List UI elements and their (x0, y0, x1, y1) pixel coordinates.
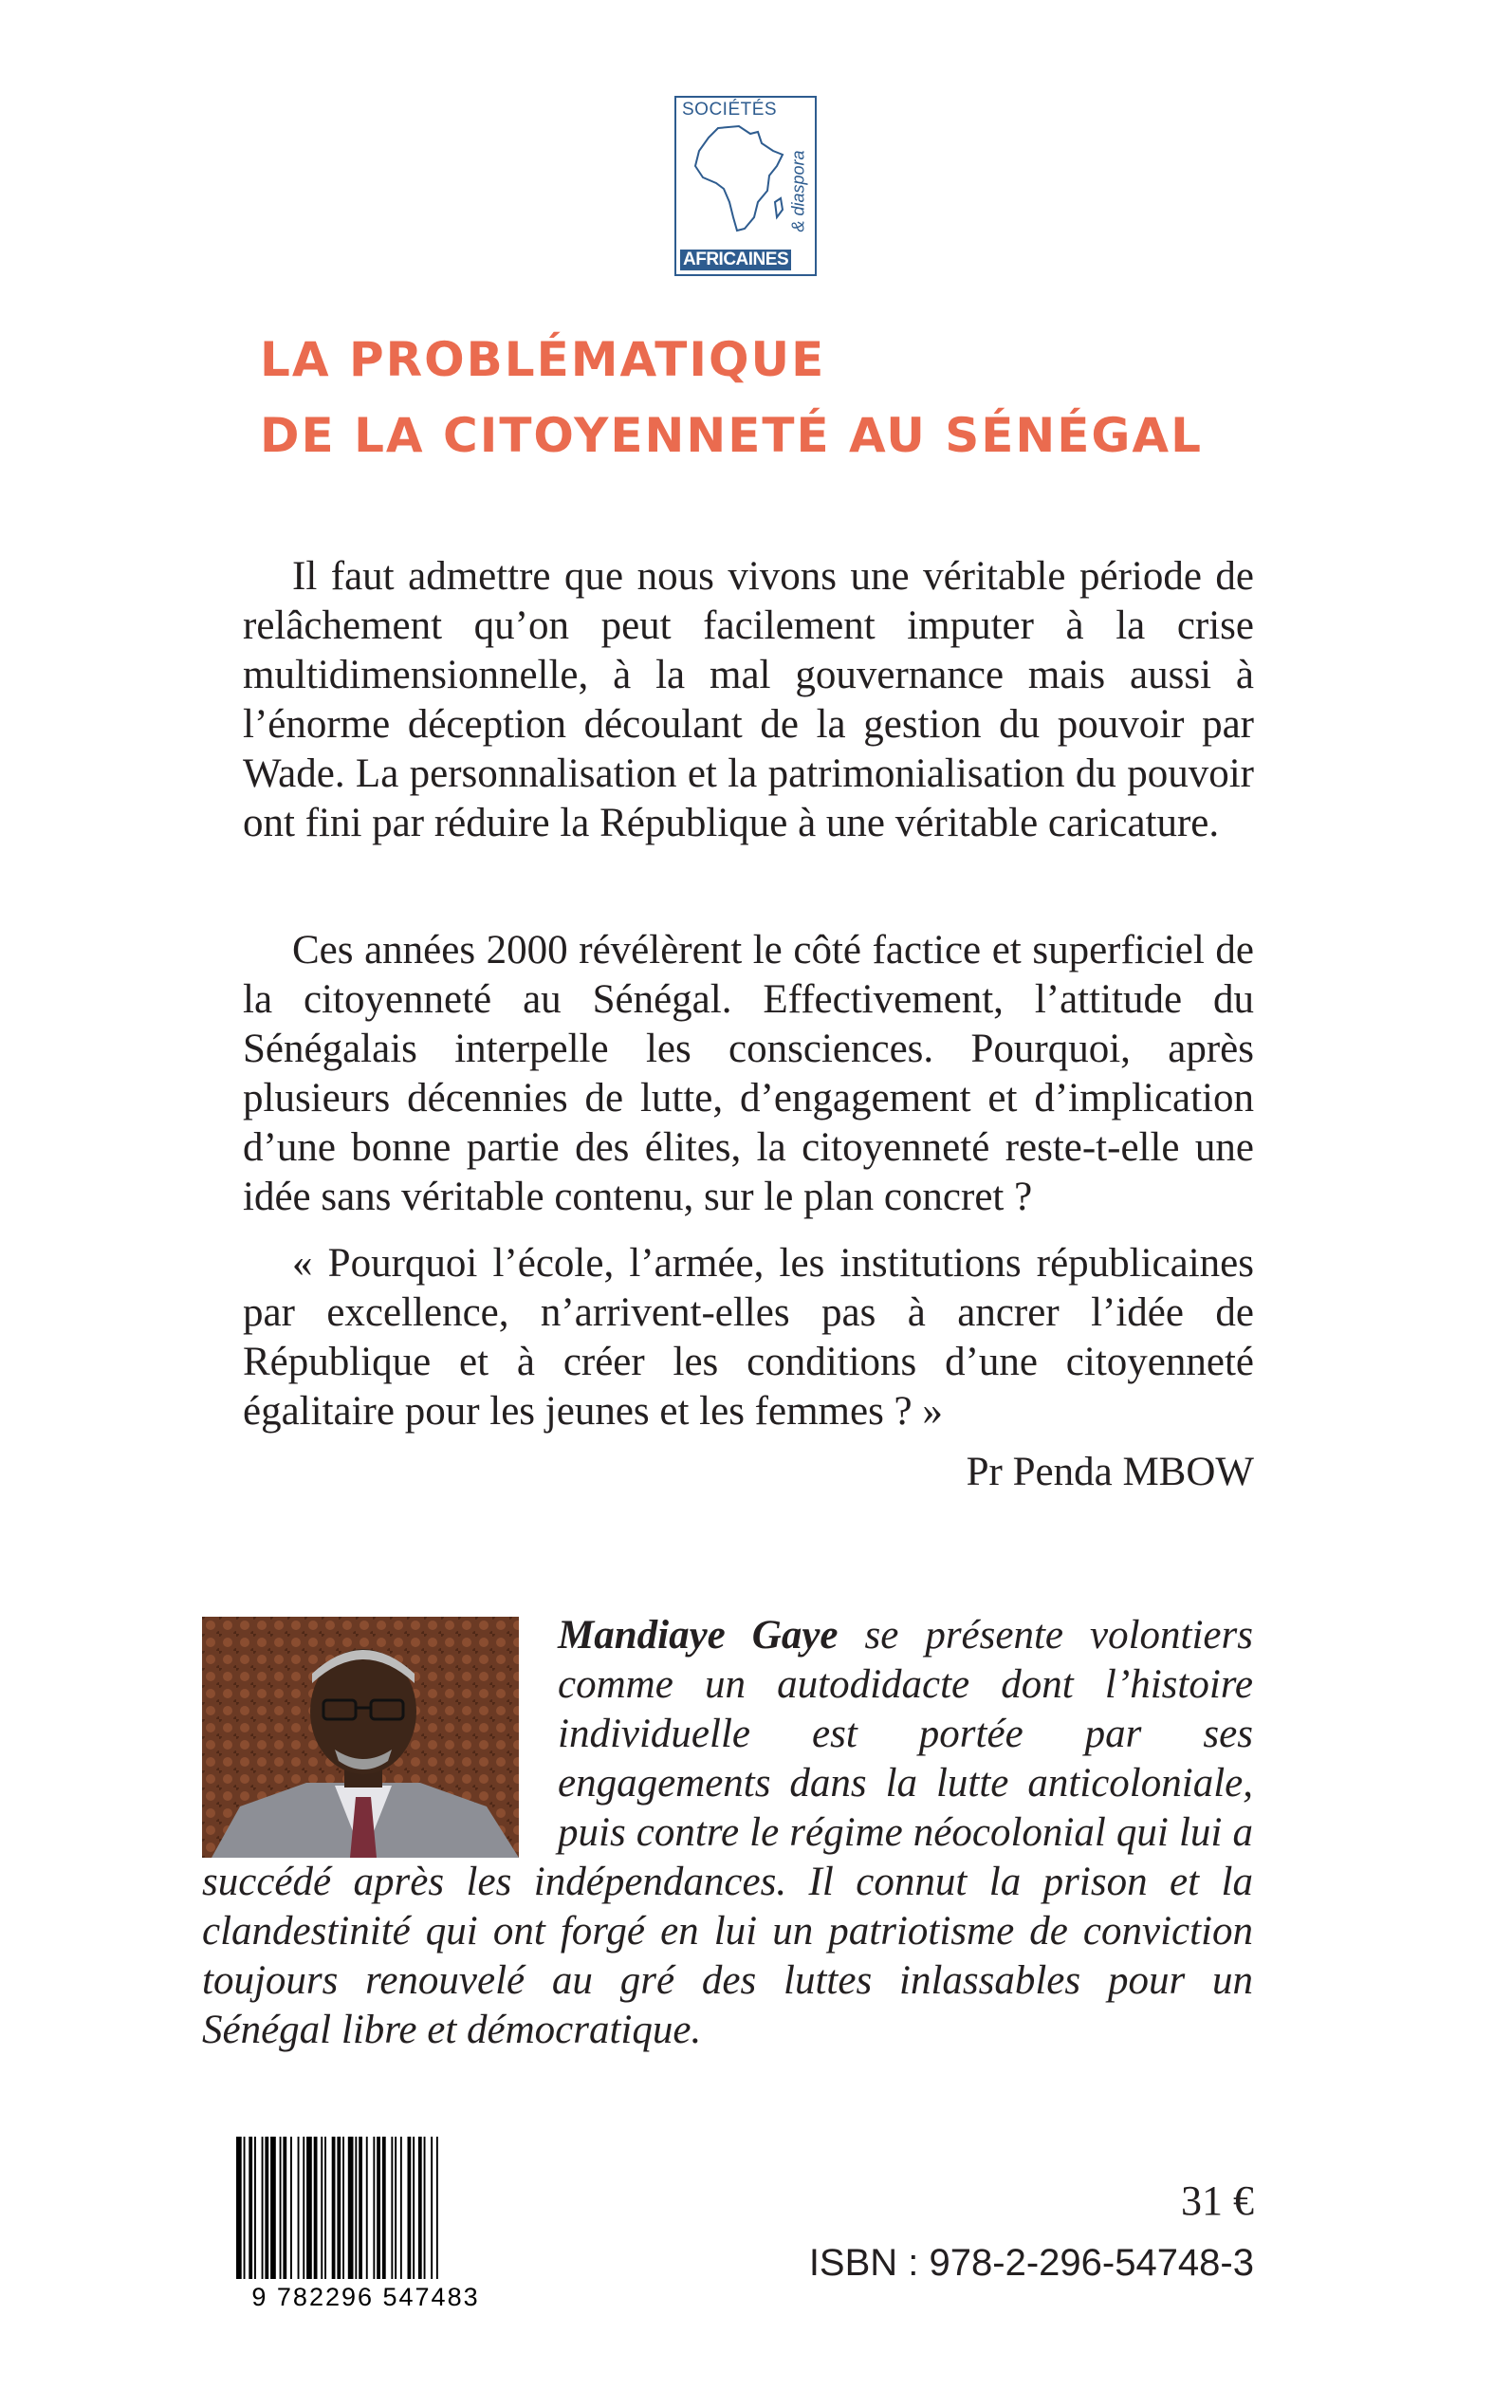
book-title-line-1: LA PROBLÉMATIQUE (260, 332, 826, 387)
author-bio (202, 1611, 1253, 2055)
blurb-paragraph-2: Ces années 2000 révélèrent le côté factice et superficiel de la citoyenneté au Sénégal. Effectivement, l’attitude du Sénégalais interpelle les consciences. Pourquoi, après plusieurs décennies de lutte, d’engagement et d’implication d’une bonne partie des élites, la citoyenneté reste-t-elle une idée sans véritable contenu, sur le plan concret ? (243, 928, 1254, 1219)
barcode (230, 2137, 501, 2306)
price: 31 € (1181, 2177, 1254, 2224)
quote-attribution: Pr Penda MBOW (966, 1450, 1254, 1494)
barcode-number: 9 782296 547483 (251, 2283, 480, 2311)
author-bio-text: se présente volontiers comme un autodidacte dont l’histoire individuelle est portée par ses engagements dans la lutte anticoloniale, puis contre le régime néocolonial qui lui a succédé après les indépendances. Il connut la prison et la clandestinité qui ont forgé en lui un patriotisme de conviction toujours renouvelé au gré des luttes inlassables pour un Sénégal libre et démocratique. (202, 1613, 1253, 2052)
blurb-paragraph-1: Il faut admettre que nous vivons une véritable période de relâchement qu’on peut facilement imputer à la crise multidimensionnelle, à la mal gouvernance mais aussi à l’énorme déception découlant de la gestion du pouvoir par Wade. La personnalisation et la patrimonialisation du pouvoir ont fini par réduire la République à une véritable caricature. (243, 554, 1254, 845)
isbn: ISBN : 978-2-296-54748-3 (808, 2242, 1254, 2284)
logo-top-text: SOCIÉTÉS (682, 100, 778, 120)
logo-bottom-text: AFRICAINES (680, 250, 791, 270)
blurb-quote: « Pourquoi l’école, l’armée, les institutions républicaines par excellence, n’arrivent-elles pas à ancrer l’idée de République et à créer les conditions d’une citoyenneté égalitaire pour les jeunes et les femmes ? » (243, 1241, 1254, 1434)
author-name: Mandiaye Gaye (558, 1613, 839, 1658)
book-title-line-2: DE LA CITOYENNETÉ AU SÉNÉGAL (260, 408, 1203, 463)
africa-map-icon (690, 122, 794, 236)
logo-side-text: & diaspora (788, 150, 808, 232)
publisher-logo (674, 96, 817, 276)
